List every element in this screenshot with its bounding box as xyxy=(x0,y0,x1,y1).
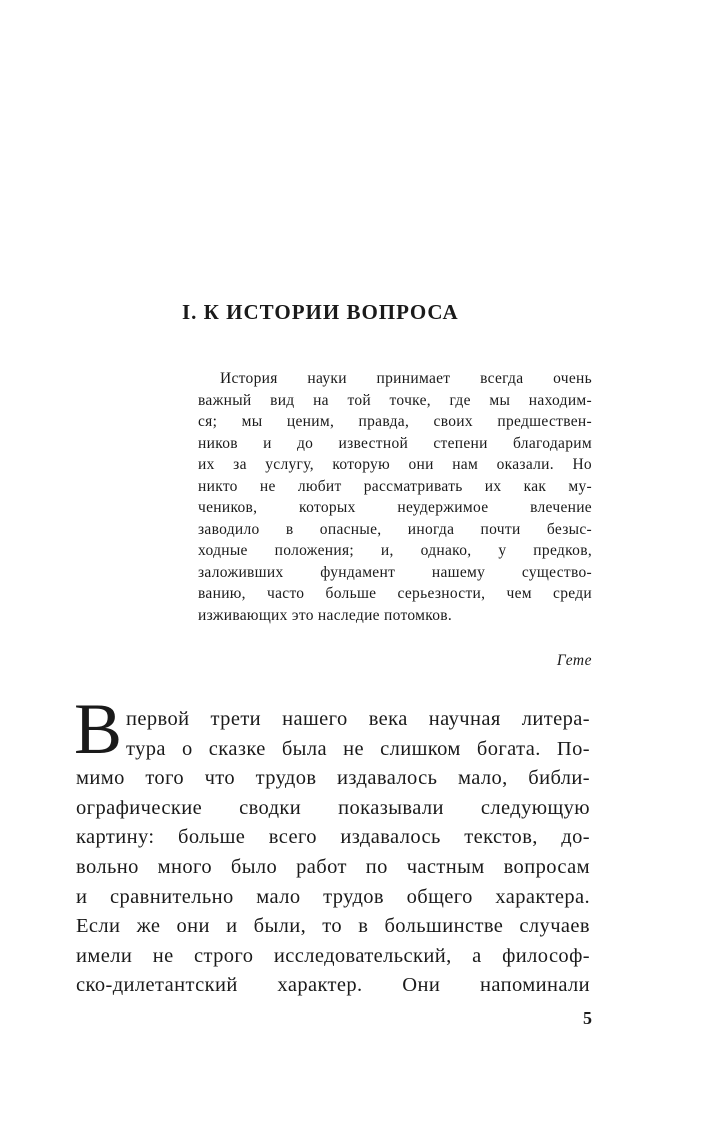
epigraph-line: ся; мы ценим, правда, своих предшествен- xyxy=(198,413,592,430)
body-line: имели не строго исследовательский, а философ- xyxy=(76,944,590,967)
epigraph-line: изживающих это наследие потомков. xyxy=(198,606,453,624)
drop-cap: В xyxy=(74,689,123,769)
body-line: ско-дилетантский характер. Они напоминали xyxy=(76,974,590,997)
body-line: тура о сказке была не слишком богата. По- xyxy=(126,737,590,760)
epigraph-line: заложивших фундамент нашему существо- xyxy=(198,563,592,581)
epigraph-line: никто не любит рассматривать их как му- xyxy=(198,477,592,495)
body-line: мимо того что трудов издавалось мало, библи- xyxy=(76,767,590,790)
body-paragraph xyxy=(76,705,590,1001)
body-line: первой трети нашего века научная литера- xyxy=(126,708,590,730)
epigraph-line: заводило в опасные, иногда почти безыс- xyxy=(198,520,592,538)
epigraph-author: Гете xyxy=(556,652,592,669)
body-line: ографические сводки показывали следующую xyxy=(76,796,590,819)
page-number: 5 xyxy=(583,1008,592,1028)
epigraph-line: ходные положения; и, однако, у предков, xyxy=(198,542,592,559)
epigraph-line: чеников, которых неудержимое влечение xyxy=(198,499,592,516)
body-line: Если же они и были, то в большинстве случаев xyxy=(76,915,590,938)
body-line: вольно много было работ по частным вопросам xyxy=(76,855,590,878)
body-line: и сравнительно мало трудов общего характера. xyxy=(76,885,590,908)
epigraph-line: их за услугу, которую они нам оказали. Но xyxy=(198,456,592,473)
epigraph-line: ников и до известной степени благодарим xyxy=(198,434,592,452)
epigraph-line: История науки принимает всегда очень xyxy=(220,370,592,387)
epigraph-line: важный вид на той точке, где мы находим- xyxy=(198,391,592,409)
chapter-title: I. К ИСТОРИИ ВОПРОСА xyxy=(182,300,459,324)
epigraph-line: ванию, часто больше серьезности, чем среди xyxy=(198,585,592,602)
epigraph xyxy=(198,368,592,626)
body-line: картину: больше всего издавалось текстов, до- xyxy=(76,826,590,849)
